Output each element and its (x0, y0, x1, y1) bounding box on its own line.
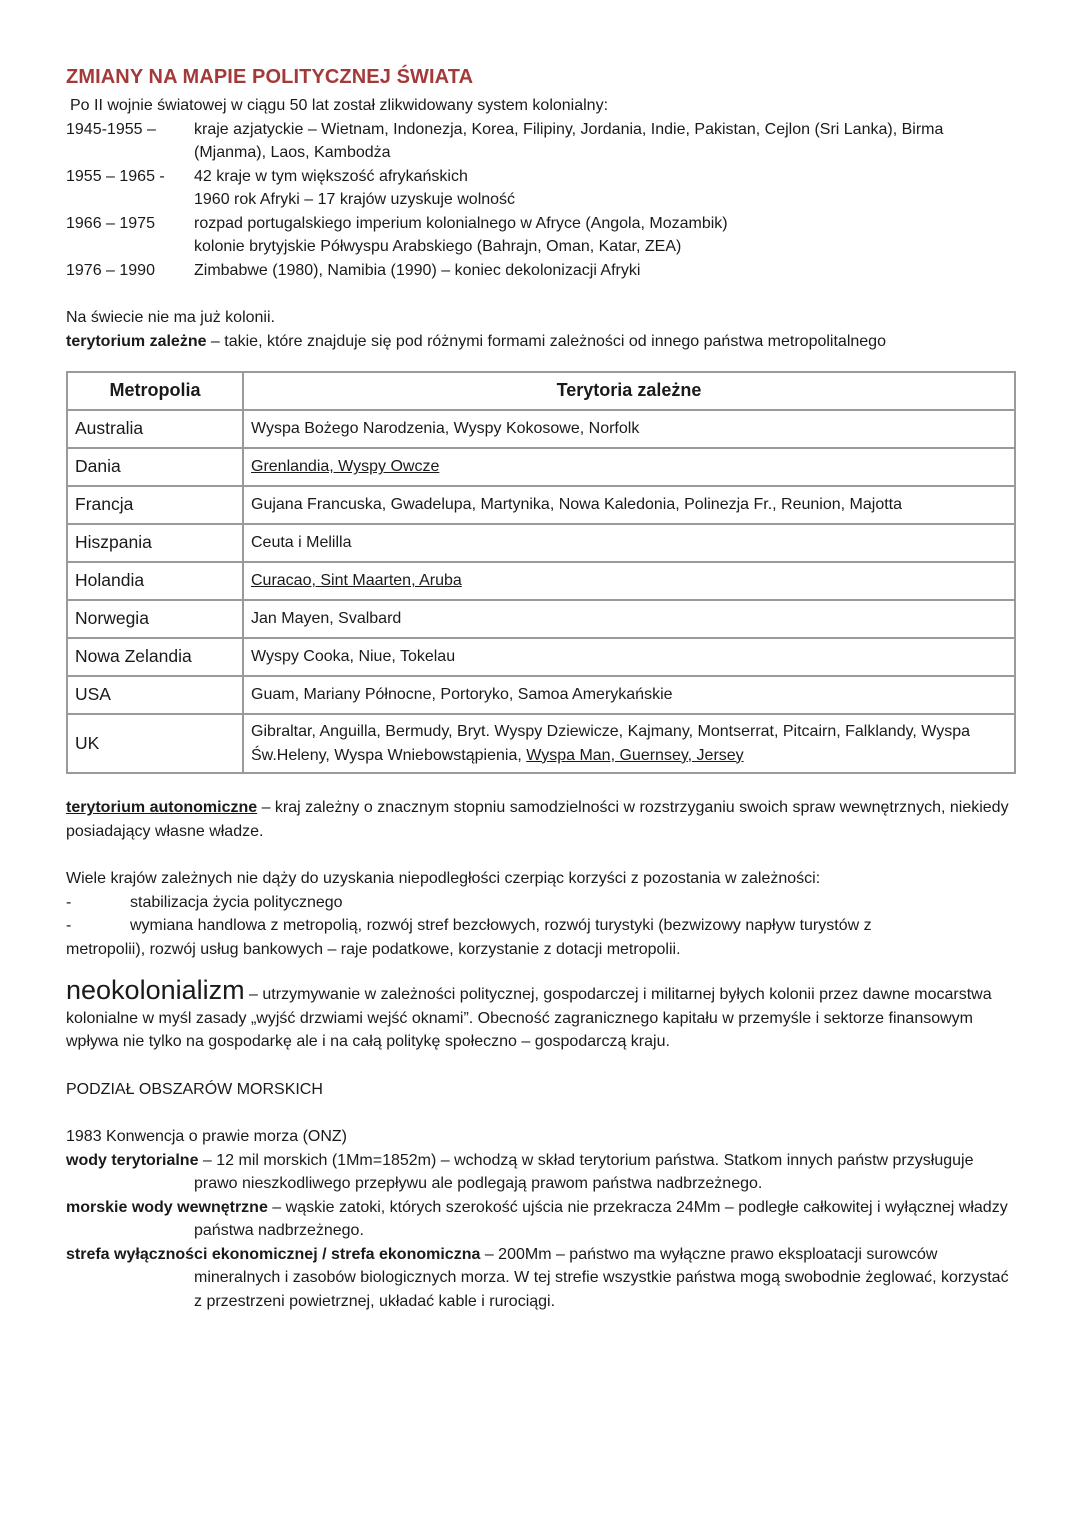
column-header-metropolis: Metropolia (67, 372, 243, 410)
territories-cell (243, 562, 1015, 600)
metropolis-cell: Australia (67, 410, 243, 448)
definition-text: – kraj zależny o znacznym stopniu samodzielności w rozstrzyganiu swoich spraw wewnętrznych, niekiedy posiadający własne władze. (66, 799, 1009, 840)
metropolis-cell: UK (67, 714, 243, 773)
sea-definition (66, 1196, 1016, 1243)
timeline-text: kolonie brytyjskie Półwyspu Arabskiego (Bahrajn, Oman, Katar, ZEA) (194, 238, 682, 255)
intro-text: Po II wojnie światowej w ciągu 50 lat został zlikwidowany system kolonialny: (70, 97, 609, 114)
table-row (67, 410, 1015, 448)
table-row (67, 638, 1015, 676)
list-item-continuation: metropolii), rozwój usług bankowych – raje podatkowe, korzystanie z dotacji metropolii. (66, 940, 681, 958)
term: strefa wyłączności ekonomicznej / strefa ekonomiczna (66, 1245, 481, 1263)
term: terytorium zależne (66, 332, 207, 350)
dependent-territories-table (66, 371, 1016, 774)
term: morskie wody wewnętrzne (66, 1198, 268, 1216)
territories-cell (243, 410, 1015, 448)
timeline-period: 1955 – 1965 - (66, 167, 165, 185)
metropolis-cell: Dania (67, 448, 243, 486)
territories-text: Guam, Mariany Północne, Portoryko, Samoa Amerykańskie (251, 686, 673, 704)
territories-cell (243, 676, 1015, 714)
dependent-territory-definition (66, 330, 1016, 354)
sea-definition (66, 1243, 1016, 1314)
list-dash: - (66, 917, 72, 934)
metropolis-cell: Hiszpania (67, 524, 243, 562)
territories-text: Gibraltar, Anguilla, Bermudy, Bryt. Wyspy Dziewicze, Kajmany, Montserrat, Pitcairn, Falklandy, Wyspa Św.Heleny, Wyspa Wniebowstąpienia, (251, 723, 971, 764)
list-item (66, 891, 1016, 915)
metropolis-cell: Francja (67, 486, 243, 524)
territories-text: Jan Mayen, Svalbard (251, 610, 402, 628)
definition-text: – 12 mil morskich (1Mm=1852m) – wchodzą w skład terytorium państwa. Statkom innych państw przysługuje prawo nieszkodliwego przepływu ale podlegają prawom państwa nadbrzeżnego. (194, 1151, 974, 1192)
table-row (67, 486, 1015, 524)
table-row (67, 676, 1015, 714)
timeline-text: rozpad portugalskiego imperium kolonialnego w Afryce (Angola, Mozambik) (194, 214, 728, 232)
list-dash: - (66, 893, 72, 911)
timeline-text: 1960 rok Afryki – 17 krajów uzyskuje wolność (194, 191, 516, 208)
metropolis-cell: Holandia (67, 562, 243, 600)
metropolis-cell: USA (67, 676, 243, 714)
territories-underlined: Curacao, Sint Maarten, Aruba (251, 572, 462, 590)
territories-underlined: Grenlandia, Wyspy Owcze (251, 458, 440, 476)
timeline-text: 42 kraje w tym większość afrykańskich (194, 167, 468, 185)
territories-cell (243, 638, 1015, 676)
timeline-text: kraje azjatyckie – Wietnam, Indonezja, Korea, Filipiny, Jordania, Indie, Pakistan, Cejlon (Sri Lanka), Birma (194, 120, 944, 138)
page-title: ZMIANY NA MAPIE POLITYCZNEJ ŚWIATA (66, 66, 474, 88)
metropolis-cell: Norwegia (67, 600, 243, 638)
timeline-period: 1966 – 1975 (66, 214, 155, 232)
table-row (67, 714, 1015, 773)
territories-cell (243, 714, 1015, 773)
decolonization-timeline (66, 118, 1016, 283)
territories-cell (243, 448, 1015, 486)
column-header-territories: Terytoria zależne (243, 372, 1015, 410)
convention-text: 1983 Konwencja o prawie morza (ONZ) (66, 1128, 348, 1145)
territories-text: Ceuta i Melilla (251, 534, 352, 552)
territories-text: Gujana Francuska, Gwadelupa, Martynika, Nowa Kaledonia, Polinezja Fr., Reunion, Majotta (251, 496, 903, 514)
territories-cell (243, 524, 1015, 562)
timeline-period: 1976 – 1990 (66, 261, 155, 279)
list-item-text: wymiana handlowa z metropolią, rozwój stref bezcłowych, rozwój turystyki (bezwizowy napływ turystów z (130, 917, 872, 934)
list-item-text: stabilizacja życia politycznego (130, 893, 343, 911)
timeline-row (66, 212, 1016, 236)
territories-cell (243, 486, 1015, 524)
definition-text: – takie, które znajduje się pod różnymi formami zależności od innego państwa metropolitalnego (206, 332, 886, 350)
benefits-intro: Wiele krajów zależnych nie dąży do uzyskania niepodległości czerpiąc korzyści z pozostania w zależności: (66, 870, 821, 887)
territories-underlined: Wyspa Man, Guernsey, Jersey (526, 746, 744, 764)
term: wody terytorialne (66, 1151, 199, 1169)
definition-text: – wąskie zatoki, których szerokość ujścia nie przekracza 24Mm – podległe całkowitej i wyłącznej władzy państwa nadbrzeżnego. (194, 1198, 1008, 1239)
table-row (67, 524, 1015, 562)
territories-text: Wyspy Cooka, Niue, Tokelau (251, 648, 456, 666)
section-heading-sea: PODZIAŁ OBSZARÓW MORSKICH (66, 1080, 323, 1098)
document-page (66, 64, 1016, 1313)
table-header-row (67, 372, 1015, 410)
timeline-row (66, 259, 1016, 283)
timeline-row (66, 118, 1016, 142)
no-colonies-text: Na świecie nie ma już kolonii. (66, 309, 275, 326)
territories-text: Wyspa Bożego Narodzenia, Wyspy Kokosowe, Norfolk (251, 420, 640, 438)
table-row (67, 448, 1015, 486)
timeline-period: 1945-1955 – (66, 120, 156, 138)
definition-text: – utrzymywanie w zależności politycznej, gospodarczej i militarnej byłych kolonii przez dawne mocarstwa kolonialne w myśl zasady „wyjść drzwiami wejść oknami”. Obecność zagranicznego kapitału w przemyśle i sektorze finansowym wpływa nie tylko na gospodarkę ale i na całą politykę społeczno – gospodarczą kraju. (66, 986, 992, 1050)
autonomous-territory-definition (66, 796, 1016, 843)
term: neokolonializm (66, 975, 245, 1005)
metropolis-cell: Nowa Zelandia (67, 638, 243, 676)
definition-text: – 200Mm – państwo ma wyłączne prawo eksploatacji surowców mineralnych i zasobów biologicznych morza. W tej strefie wszystkie państwa mogą swobodnie żeglować, korzystać z przestrzeni powietrznej, układać kable i rurociągi. (194, 1245, 1009, 1310)
neocolonialism-definition (66, 975, 1016, 1054)
territories-cell (243, 600, 1015, 638)
term: terytorium autonomiczne (66, 799, 258, 816)
timeline-text: (Mjanma), Laos, Kambodża (194, 144, 391, 161)
timeline-text: Zimbabwe (1980), Namibia (1990) – koniec dekolonizacji Afryki (194, 261, 641, 279)
sea-definition (66, 1149, 1016, 1196)
timeline-row (66, 165, 1016, 189)
table-row (67, 600, 1015, 638)
table-row (67, 562, 1015, 600)
list-item (66, 914, 1016, 938)
